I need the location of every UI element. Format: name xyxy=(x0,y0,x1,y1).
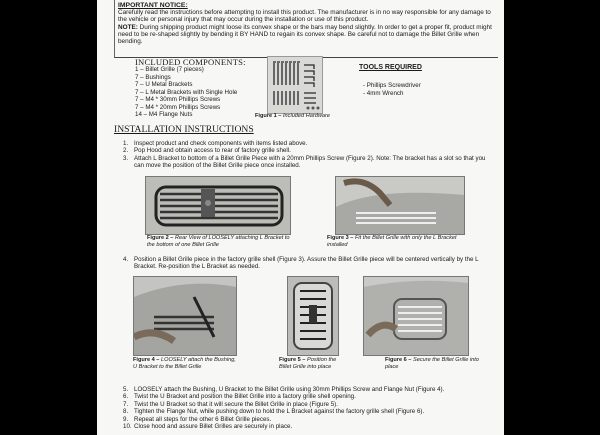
included-components-title: INCLUDED COMPONENTS: xyxy=(135,57,246,67)
tools-required-title: TOOLS REQUIRED xyxy=(359,64,422,71)
figure-2-label: Figure 2 – xyxy=(147,235,174,241)
step-number: 4. xyxy=(123,256,129,263)
step-item xyxy=(123,140,495,147)
step-text: Tighten the Flange Nut, while pushing down to hold the L Bracket against the factory grille shell (Figure 6). xyxy=(134,408,425,416)
figure-5-photo xyxy=(287,276,339,356)
figure-1-text: Included Hardware xyxy=(281,113,330,119)
step-item xyxy=(123,386,495,393)
figure-4-caption xyxy=(133,357,237,370)
component-item: 1 – Billet Grille (7 pieces) xyxy=(135,66,204,73)
step-text: Pop Hood and obtain access to rear of factory grille shell. xyxy=(134,147,291,155)
figure-2-photo xyxy=(145,176,291,235)
step-text: Attach L Bracket to bottom of a Billet Grille Piece with a 20mm Phillips Screw (Figure 2). Note: The bracket has a slot so that you can move the position of the Billet Grille piece once installed. xyxy=(134,154,486,170)
steps-list-1-3 xyxy=(123,140,495,170)
step-item xyxy=(123,408,495,415)
component-item: 7 – U Metal Brackets xyxy=(135,81,193,88)
tool-item: - 4mm Wrench xyxy=(363,89,404,97)
step-number: 5. xyxy=(123,386,129,393)
steps-list-5-10 xyxy=(123,386,495,430)
notice-title: IMPORTANT NOTICE: xyxy=(118,2,188,9)
important-notice xyxy=(114,0,498,58)
step-item xyxy=(123,423,495,430)
tool-item: - Phillips Screwdriver xyxy=(363,82,421,89)
step-text: Close hood and assure Billet Grilles are securely in place. xyxy=(134,423,293,431)
figure-5-caption xyxy=(279,357,349,370)
step-item xyxy=(123,147,495,154)
figure-6-photo xyxy=(363,276,469,356)
step-number: 10. xyxy=(123,423,132,431)
figure-1-label: Figure 1 – xyxy=(255,113,282,119)
hardware-photo xyxy=(267,56,323,114)
component-item: 7 – M4 * 20mm Phillips Screws xyxy=(135,103,221,111)
step-item xyxy=(123,416,495,423)
component-item: 14 – M4 Flange Nuts xyxy=(135,111,193,118)
component-item: 7 – M4 * 30mm Phillips Screws xyxy=(135,96,221,103)
figure-1-caption xyxy=(255,113,330,119)
step-number: 1. xyxy=(123,140,129,147)
installation-instructions-title: INSTALLATION INSTRUCTIONS xyxy=(114,124,254,135)
step-text: LOOSELY attach the Bushing, U Bracket to the Billet Grille using 30mm Phillips Screw and Flange Nut (Figure 4). xyxy=(134,386,445,393)
figure-6-caption xyxy=(385,357,485,370)
figure-6-label: Figure 6 – xyxy=(385,357,412,363)
figure-2-text: Rear View of LOOSELY attaching L Bracket to the bottom of one Billet Grille xyxy=(147,235,290,248)
instruction-page xyxy=(97,0,504,435)
steps-list-4 xyxy=(123,256,495,271)
figure-4-photo xyxy=(133,276,237,356)
step-number: 2. xyxy=(123,147,129,155)
figure-6-text: Secure the Billet Grille into place xyxy=(385,357,479,370)
step-item xyxy=(123,155,495,170)
notice-note-text: During shipping product might loose its convex shape or the bars may bend slightly. In order to get a proper fit, product might need to be re-shaped slightly by bending it BY HAND to regain its convex shape. Be careful not to damage the Billet Grille when bending. xyxy=(118,23,492,46)
component-item: 7 – Bushings xyxy=(135,73,171,81)
step-item xyxy=(123,393,495,400)
figure-4-label: Figure 4 – xyxy=(133,357,160,363)
component-item: 7 – L Metal Brackets with Single Hole xyxy=(135,88,238,96)
step-text: Repeat all steps for the other 6 Billet Grille pieces. xyxy=(134,415,272,423)
figure-3-caption xyxy=(327,235,477,248)
step-text: Twist the U Bracket and position the Billet Grille into a factory grille shell opening. xyxy=(134,393,356,401)
step-item xyxy=(123,401,495,408)
figure-3-text: Fit the Billet Grille with only the L Bracket installed xyxy=(327,235,457,248)
step-number: 8. xyxy=(123,408,129,416)
figure-5-text: Position the Billet Grille into place xyxy=(279,357,337,370)
step-text: Position a Billet Grille piece in the factory grille shell (Figure 3). Assure the Billet Grille piece will be centered vertically by the L Bracket. Re-position the L Bracket as needed. xyxy=(134,256,479,271)
components-list xyxy=(135,66,237,119)
tools-list xyxy=(363,82,421,97)
step-number: 3. xyxy=(123,154,129,162)
notice-note-label: NOTE: xyxy=(118,23,138,31)
step-item xyxy=(123,256,495,271)
figure-2-caption xyxy=(147,235,297,248)
notice-body: Carefully read the instructions before attempting to install this product. The manufacturer is in no way responsible for any damage to the vehicle or personal injury that may occur during the installation or use of this product. xyxy=(118,9,491,24)
step-text: Twist the U Bracket so that it will secure the Billet Grille in place (Figure 5). xyxy=(134,400,338,408)
step-number: 9. xyxy=(123,415,129,423)
figure-5-label: Figure 5 – xyxy=(279,357,306,363)
figure-3-photo xyxy=(335,176,465,235)
figure-3-label: Figure 3 – xyxy=(327,235,354,241)
figure-4-text: LOOSELY attach the Bushing, U Bracket to the Billet Grille xyxy=(133,357,236,370)
step-number: 7. xyxy=(123,400,129,408)
step-text: Inspect product and check components with items listed above. xyxy=(134,140,308,147)
step-number: 6. xyxy=(123,393,129,401)
